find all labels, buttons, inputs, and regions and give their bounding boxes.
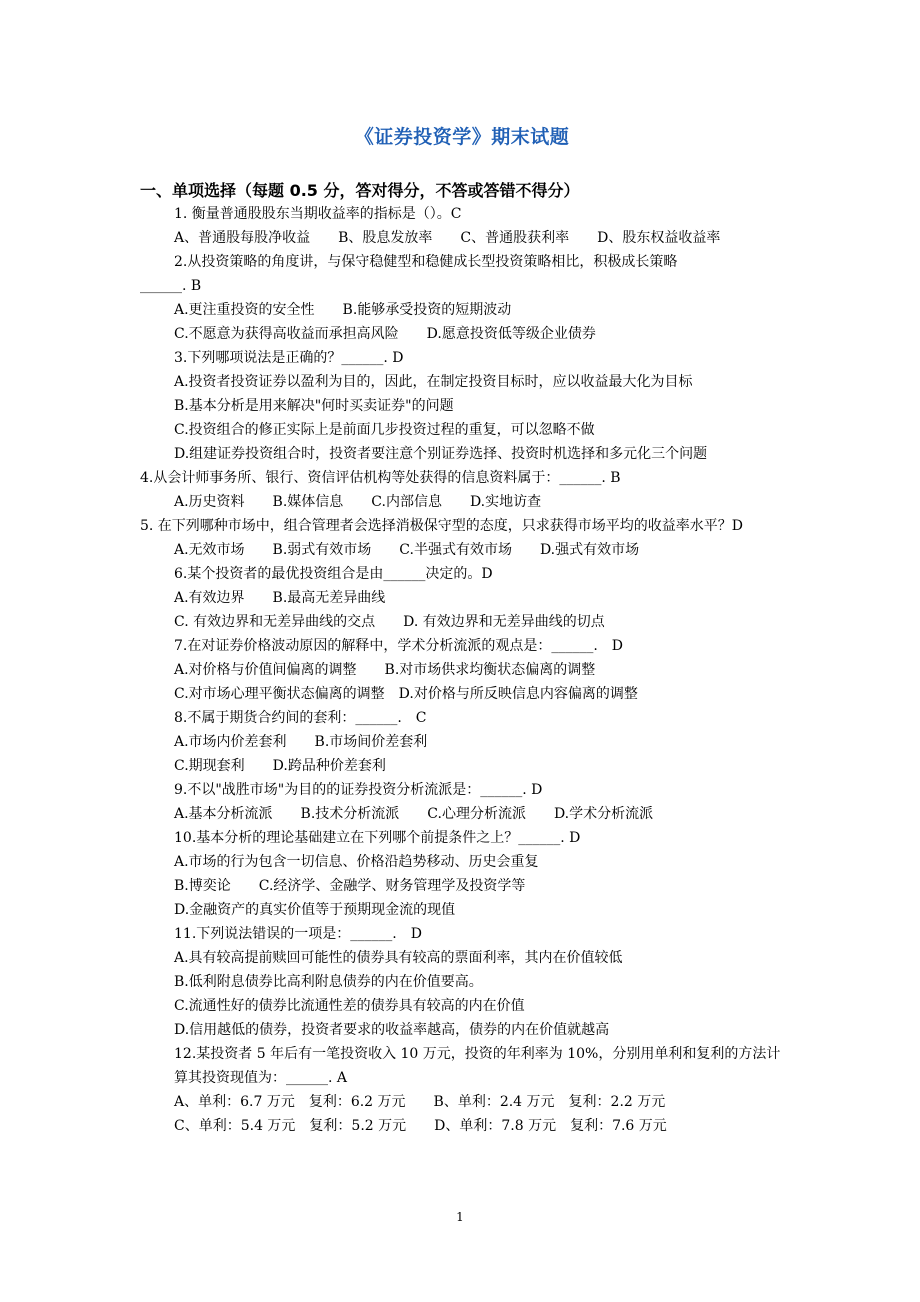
question-line: A.有效边界 B.最高无差异曲线 xyxy=(174,590,386,606)
question-line: A.对价格与价值间偏离的调整 B.对市场供求均衡状态偏离的调整 xyxy=(174,662,596,678)
question-line: A.历史资料 B.媒体信息 C.内部信息 D.实地访查 xyxy=(174,494,542,510)
question-line: 5. 在下列哪种市场中，组合管理者会选择消极保守型的态度，只求获得市场平均的收益率水平？D xyxy=(140,518,744,534)
question-line: C. 有效边界和无差异曲线的交点 D. 有效边界和无差异曲线的切点 xyxy=(174,614,605,630)
question-line: C.投资组合的修正实际上是前面几步投资过程的重复，可以忽略不做 xyxy=(174,422,595,438)
question-line: 2.从投资策略的角度讲，与保守稳健型和稳健成长型投资策略相比，积极成长策略 xyxy=(174,254,678,270)
question-line: D.组建证券投资组合时，投资者要注意个别证券选择、投资时机选择和多元化三个问题 xyxy=(174,446,708,462)
question-line: A.具有较高提前赎回可能性的债券具有较高的票面利率，其内在价值较低 xyxy=(174,950,623,966)
question-line: A.基本分析流派 B.技术分析流派 C.心理分析流派 D.学术分析流派 xyxy=(174,806,654,822)
document-title: 《证券投资学》期末试题 xyxy=(354,126,570,148)
question-line: A.更注重投资的安全性 B.能够承受投资的短期波动 xyxy=(174,302,512,318)
section-heading: 一、单项选择（每题 0.5 分，答对得分，不答或答错不得分） xyxy=(140,181,580,200)
question-line: A.无效市场 B.弱式有效市场 C.半强式有效市场 D.强式有效市场 xyxy=(174,542,640,558)
question-line: 8.不属于期货合约间的套利：______. C xyxy=(174,710,427,726)
question-line: D.信用越低的债券，投资者要求的收益率越高，债券的内在价值就越高 xyxy=(174,1022,610,1038)
question-line: B.低利附息债券比高利附息债券的内在价值要高。 xyxy=(174,974,483,990)
question-line: 11.下列说法错误的一项是：______. D xyxy=(174,926,422,942)
question-line: A.市场内价差套利 B.市场间价差套利 xyxy=(174,734,428,750)
question-line: A.市场的行为包含一切信息、价格沿趋势移动、历史会重复 xyxy=(174,854,539,870)
question-line: ______. B xyxy=(140,278,202,294)
question-line: 7.在对证券价格波动原因的解释中，学术分析流派的观点是：______. D xyxy=(174,638,624,654)
question-line: D.金融资产的真实价值等于预期现金流的现值 xyxy=(174,902,456,918)
question-line: 10.基本分析的理论基础建立在下列哪个前提条件之上？______. D xyxy=(174,830,581,846)
question-line: C、单利：5.4 万元 复利：5.2 万元 D、单利：7.8 万元 复利：7.6 万元 xyxy=(174,1118,667,1134)
question-line: C.不愿意为获得高收益而承担高风险 D.愿意投资低等级企业债券 xyxy=(174,326,596,342)
page-number: 1 xyxy=(456,1210,464,1224)
question-line: 3.下列哪项说法是正确的？______. D xyxy=(174,350,404,366)
question-line: A、普通股每股净收益 B、股息发放率 C、普通股获利率 D、股东权益收益率 xyxy=(174,230,721,246)
question-line: C.对市场心理平衡状态偏离的调整 D.对价格与所反映信息内容偏离的调整 xyxy=(174,686,638,702)
question-line: A.投资者投资证券以盈利为目的，因此，在制定投资目标时，应以收益最大化为目标 xyxy=(174,374,693,390)
question-list xyxy=(140,202,784,1138)
question-line: 6.某个投资者的最优投资组合是由______决定的。D xyxy=(174,566,493,582)
question-line: 1. 衡量普通股股东当期收益率的指标是（）。C xyxy=(174,206,462,222)
question-line: C.期现套利 D.跨品种价差套利 xyxy=(174,758,386,774)
question-line: 9.不以"战胜市场"为目的的证券投资分析流派是：______. D xyxy=(174,782,543,798)
question-line: A、单利：6.7 万元 复利：6.2 万元 B、单利：2.4 万元 复利：2.2 万元 xyxy=(174,1094,666,1110)
question-line: B.博奕论 C.经济学、金融学、财务管理学及投资学等 xyxy=(174,878,526,894)
question-line: B.基本分析是用来解决"何时买卖证券"的问题 xyxy=(174,398,454,414)
question-line: C.流通性好的债券比流通性差的债券具有较高的内在价值 xyxy=(174,998,525,1014)
question-line: 4.从会计师事务所、银行、资信评估机构等处获得的信息资料属于：______. B xyxy=(140,470,621,486)
question-line: 12.某投资者 5 年后有一笔投资收入 10 万元，投资的年利率为 10%，分别用单利和复利的方法计算其投资现值为：______. A xyxy=(174,1046,781,1086)
